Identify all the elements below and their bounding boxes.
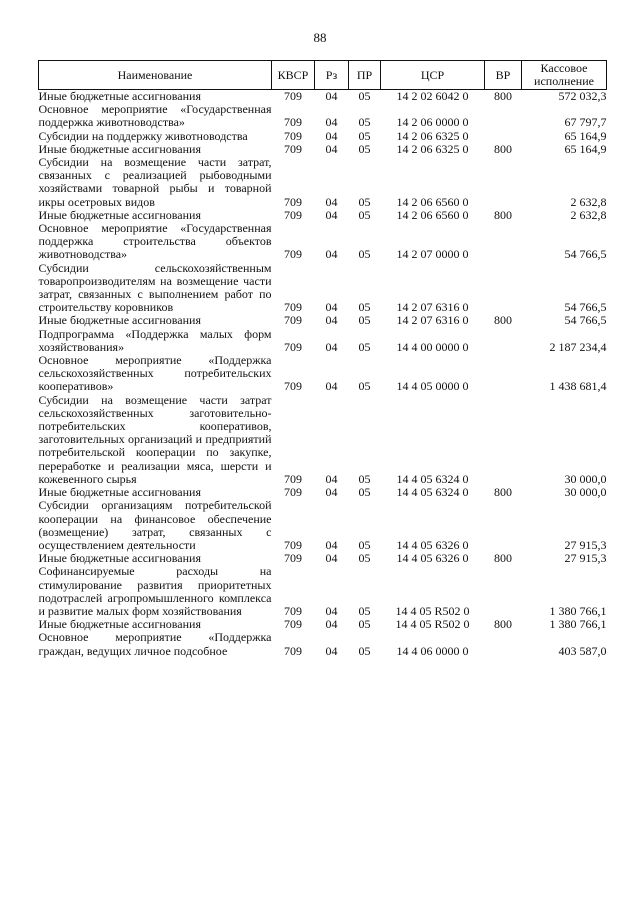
- cell-rz: 04: [325, 89, 338, 103]
- table-row: [39, 499, 607, 552]
- cell-vr: 800: [494, 485, 512, 500]
- cell-name: Иные бюджетные ассигнования: [38, 207, 201, 222]
- cell-vr: [485, 328, 522, 354]
- table-row: [39, 631, 607, 657]
- cell-kvsr: 709: [284, 537, 302, 552]
- cell-name: Иные бюджетные ассигнования: [38, 485, 201, 500]
- cell-kvsr: 709: [284, 128, 302, 143]
- cell-vr: 800: [494, 207, 512, 222]
- page-number: 88: [313, 30, 327, 45]
- cell-vr: [485, 222, 522, 262]
- cell-rz: 04: [325, 247, 338, 262]
- cell-vr: 800: [494, 141, 512, 156]
- cell-name: Субсидии сельскохозяйственным товаропроизводителям на возмещение части затрат, связанных с выполнением работ по строительству коровников: [38, 260, 272, 315]
- cell-csr: 14 2 06 6325 0: [396, 128, 469, 143]
- header-amount: Кассовое исполнение: [522, 61, 607, 90]
- cell-kvsr: 709: [284, 617, 302, 632]
- cell-csr: 14 4 05 6324 0: [396, 485, 469, 500]
- cell-pr: 05: [358, 471, 371, 486]
- cell-rz: 04: [325, 603, 338, 618]
- cell-pr: 05: [358, 300, 371, 315]
- cell-vr: 800: [494, 89, 512, 103]
- cell-csr: 14 4 05 6326 0: [396, 537, 469, 552]
- cell-vr: [485, 262, 522, 315]
- cell-vr: [485, 499, 522, 552]
- header-pr: ПР: [349, 61, 381, 90]
- cell-rz: 04: [325, 643, 338, 658]
- header-kvsr: КВСР: [272, 61, 315, 90]
- cell-rz: 04: [325, 537, 338, 552]
- header-name: Наименование: [39, 61, 272, 90]
- cell-amount: 30 000,0: [564, 485, 607, 500]
- cell-name: Софинансируемые расходы на стимулирование развития приоритетных подотраслей агропромышленного комплекса и развитие малых форм хозяйствования: [38, 564, 272, 618]
- cell-pr: 05: [358, 551, 371, 566]
- header-csr: ЦСР: [381, 61, 485, 90]
- cell-vr: [485, 156, 522, 209]
- cell-rz: 04: [325, 485, 338, 500]
- cell-csr: 14 2 06 6560 0: [396, 207, 469, 222]
- cell-csr: 14 4 00 0000 0: [396, 339, 469, 354]
- cell-pr: 05: [358, 485, 371, 500]
- cell-csr: 14 2 06 6325 0: [396, 141, 469, 156]
- cell-rz: 04: [325, 339, 338, 354]
- cell-name: Иные бюджетные ассигнования: [38, 617, 201, 632]
- cell-pr: 05: [358, 89, 371, 103]
- cell-csr: 14 2 06 0000 0: [396, 115, 469, 130]
- cell-amount: 2 632,8: [570, 194, 607, 209]
- cell-vr: [485, 354, 522, 394]
- cell-name: Субсидии организациям потребительской кооперации на финансовое обеспечение (возмещение) затрат, связанных с осуществлением деятельности: [38, 498, 272, 552]
- cell-csr: 14 2 07 6316 0: [396, 313, 469, 328]
- cell-pr: 05: [358, 247, 371, 262]
- cell-pr: 05: [358, 537, 371, 552]
- cell-amount: 2 632,8: [570, 207, 607, 222]
- cell-kvsr: 709: [284, 89, 302, 103]
- cell-amount: 65 164,9: [564, 128, 607, 143]
- cell-kvsr: 709: [284, 471, 302, 486]
- table-row: [39, 394, 607, 486]
- cell-vr: [485, 631, 522, 657]
- cell-kvsr: 709: [284, 603, 302, 618]
- cell-rz: 04: [325, 617, 338, 632]
- cell-rz: 04: [325, 471, 338, 486]
- cell-pr: 05: [358, 617, 371, 632]
- cell-rz: 04: [325, 207, 338, 222]
- table-row: [39, 103, 607, 129]
- cell-amount: 67 797,7: [564, 115, 607, 130]
- cell-rz: 04: [325, 128, 338, 143]
- cell-csr: 14 4 05 R502 0: [395, 603, 470, 618]
- table-row: [39, 328, 607, 354]
- cell-name: Субсидии на возмещение части затрат, связанных с реализацией рыбоводными хозяйствами товарной рыбы и товарной икры осетровых видов: [38, 155, 272, 209]
- cell-amount: 572 032,3: [558, 89, 607, 103]
- table-row: [39, 565, 607, 618]
- cell-kvsr: 709: [284, 379, 302, 394]
- cell-pr: 05: [358, 379, 371, 394]
- cell-name: Основное мероприятие «Поддержка сельскохозяйственных потребительских кооперативов»: [38, 353, 272, 394]
- cell-rz: 04: [325, 141, 338, 156]
- table-row: [39, 354, 607, 394]
- table-header-row: [39, 61, 607, 90]
- cell-csr: 14 2 02 6042 0: [396, 89, 469, 103]
- cell-csr: 14 4 05 6324 0: [396, 471, 469, 486]
- cell-rz: 04: [325, 379, 338, 394]
- cell-kvsr: 709: [284, 141, 302, 156]
- table-row: [39, 90, 607, 104]
- cell-pr: 05: [358, 115, 371, 130]
- cell-kvsr: 709: [284, 207, 302, 222]
- cell-name: Основное мероприятие «Поддержка граждан, ведущих личное подсобное: [38, 630, 272, 658]
- cell-kvsr: 709: [284, 247, 302, 262]
- cell-amount: 27 915,3: [564, 537, 607, 552]
- cell-kvsr: 709: [284, 551, 302, 566]
- table-row: [39, 130, 607, 143]
- cell-rz: 04: [325, 194, 338, 209]
- cell-rz: 04: [325, 300, 338, 315]
- cell-kvsr: 709: [284, 643, 302, 658]
- cell-name: Иные бюджетные ассигнования: [38, 141, 201, 156]
- cell-csr: 14 4 05 6326 0: [396, 551, 469, 566]
- cell-pr: 05: [358, 603, 371, 618]
- cell-name: Подпрограмма «Поддержка малых форм хозяйствования»: [38, 326, 272, 354]
- cell-pr: 05: [358, 141, 371, 156]
- cell-vr: 800: [494, 617, 512, 632]
- cell-amount: 1 380 766,1: [549, 617, 607, 632]
- cell-vr: 800: [494, 551, 512, 566]
- cell-amount: 65 164,9: [564, 141, 607, 156]
- table-row: [39, 314, 607, 327]
- cell-rz: 04: [325, 115, 338, 130]
- table-row: [39, 156, 607, 209]
- cell-name: Субсидии на возмещение части затрат сельскохозяйственных заготовительно-потребительских кооперативов, заготовительных организаций и предприятий потребительской кооперации по закупке, переработке и реализации мяса, шерсти и кожевенного сырья: [38, 392, 272, 486]
- cell-csr: 14 2 06 6560 0: [396, 194, 469, 209]
- cell-name: Основное мероприятие «Государственная поддержка животноводства»: [38, 102, 272, 130]
- cell-pr: 05: [358, 128, 371, 143]
- cell-vr: [485, 103, 522, 129]
- cell-pr: 05: [358, 643, 371, 658]
- cell-vr: [485, 565, 522, 618]
- cell-name: Иные бюджетные ассигнования: [38, 89, 201, 103]
- cell-kvsr: 709: [284, 194, 302, 209]
- cell-pr: 05: [358, 339, 371, 354]
- cell-pr: 05: [358, 194, 371, 209]
- cell-vr: [485, 130, 522, 143]
- cell-pr: 05: [358, 313, 371, 328]
- cell-amount: 27 915,3: [564, 551, 607, 566]
- cell-amount: 30 000,0: [564, 471, 607, 486]
- cell-name: Иные бюджетные ассигнования: [38, 313, 201, 328]
- cell-rz: 04: [325, 313, 338, 328]
- cell-name: Субсидии на поддержку животноводства: [38, 128, 248, 143]
- cell-csr: 14 2 07 0000 0: [396, 247, 469, 262]
- table-row: [39, 262, 607, 315]
- cell-csr: 14 4 05 R502 0: [395, 617, 470, 632]
- cell-name: Основное мероприятие «Государственная поддержка строительства объектов животноводства»: [38, 221, 272, 262]
- cell-csr: 14 4 06 0000 0: [396, 643, 469, 658]
- budget-table: [38, 60, 607, 658]
- cell-amount: 54 766,5: [564, 313, 607, 328]
- cell-kvsr: 709: [284, 313, 302, 328]
- cell-kvsr: 709: [284, 300, 302, 315]
- cell-kvsr: 709: [284, 339, 302, 354]
- cell-kvsr: 709: [284, 115, 302, 130]
- cell-pr: 05: [358, 207, 371, 222]
- cell-amount: 54 766,5: [564, 247, 607, 262]
- cell-vr: 800: [494, 313, 512, 328]
- cell-vr: [485, 394, 522, 486]
- header-rz: Рз: [315, 61, 349, 90]
- header-vr: ВР: [485, 61, 522, 90]
- cell-kvsr: 709: [284, 485, 302, 500]
- cell-amount: 403 587,0: [558, 643, 607, 658]
- cell-rz: 04: [325, 551, 338, 566]
- cell-amount: 2 187 234,4: [549, 339, 607, 354]
- cell-amount: 54 766,5: [564, 300, 607, 315]
- cell-csr: 14 4 05 0000 0: [396, 379, 469, 394]
- cell-amount: 1 438 681,4: [549, 379, 607, 394]
- cell-amount: 1 380 766,1: [549, 603, 607, 618]
- cell-csr: 14 2 07 6316 0: [396, 300, 469, 315]
- table-row: [39, 222, 607, 262]
- cell-name: Иные бюджетные ассигнования: [38, 551, 201, 566]
